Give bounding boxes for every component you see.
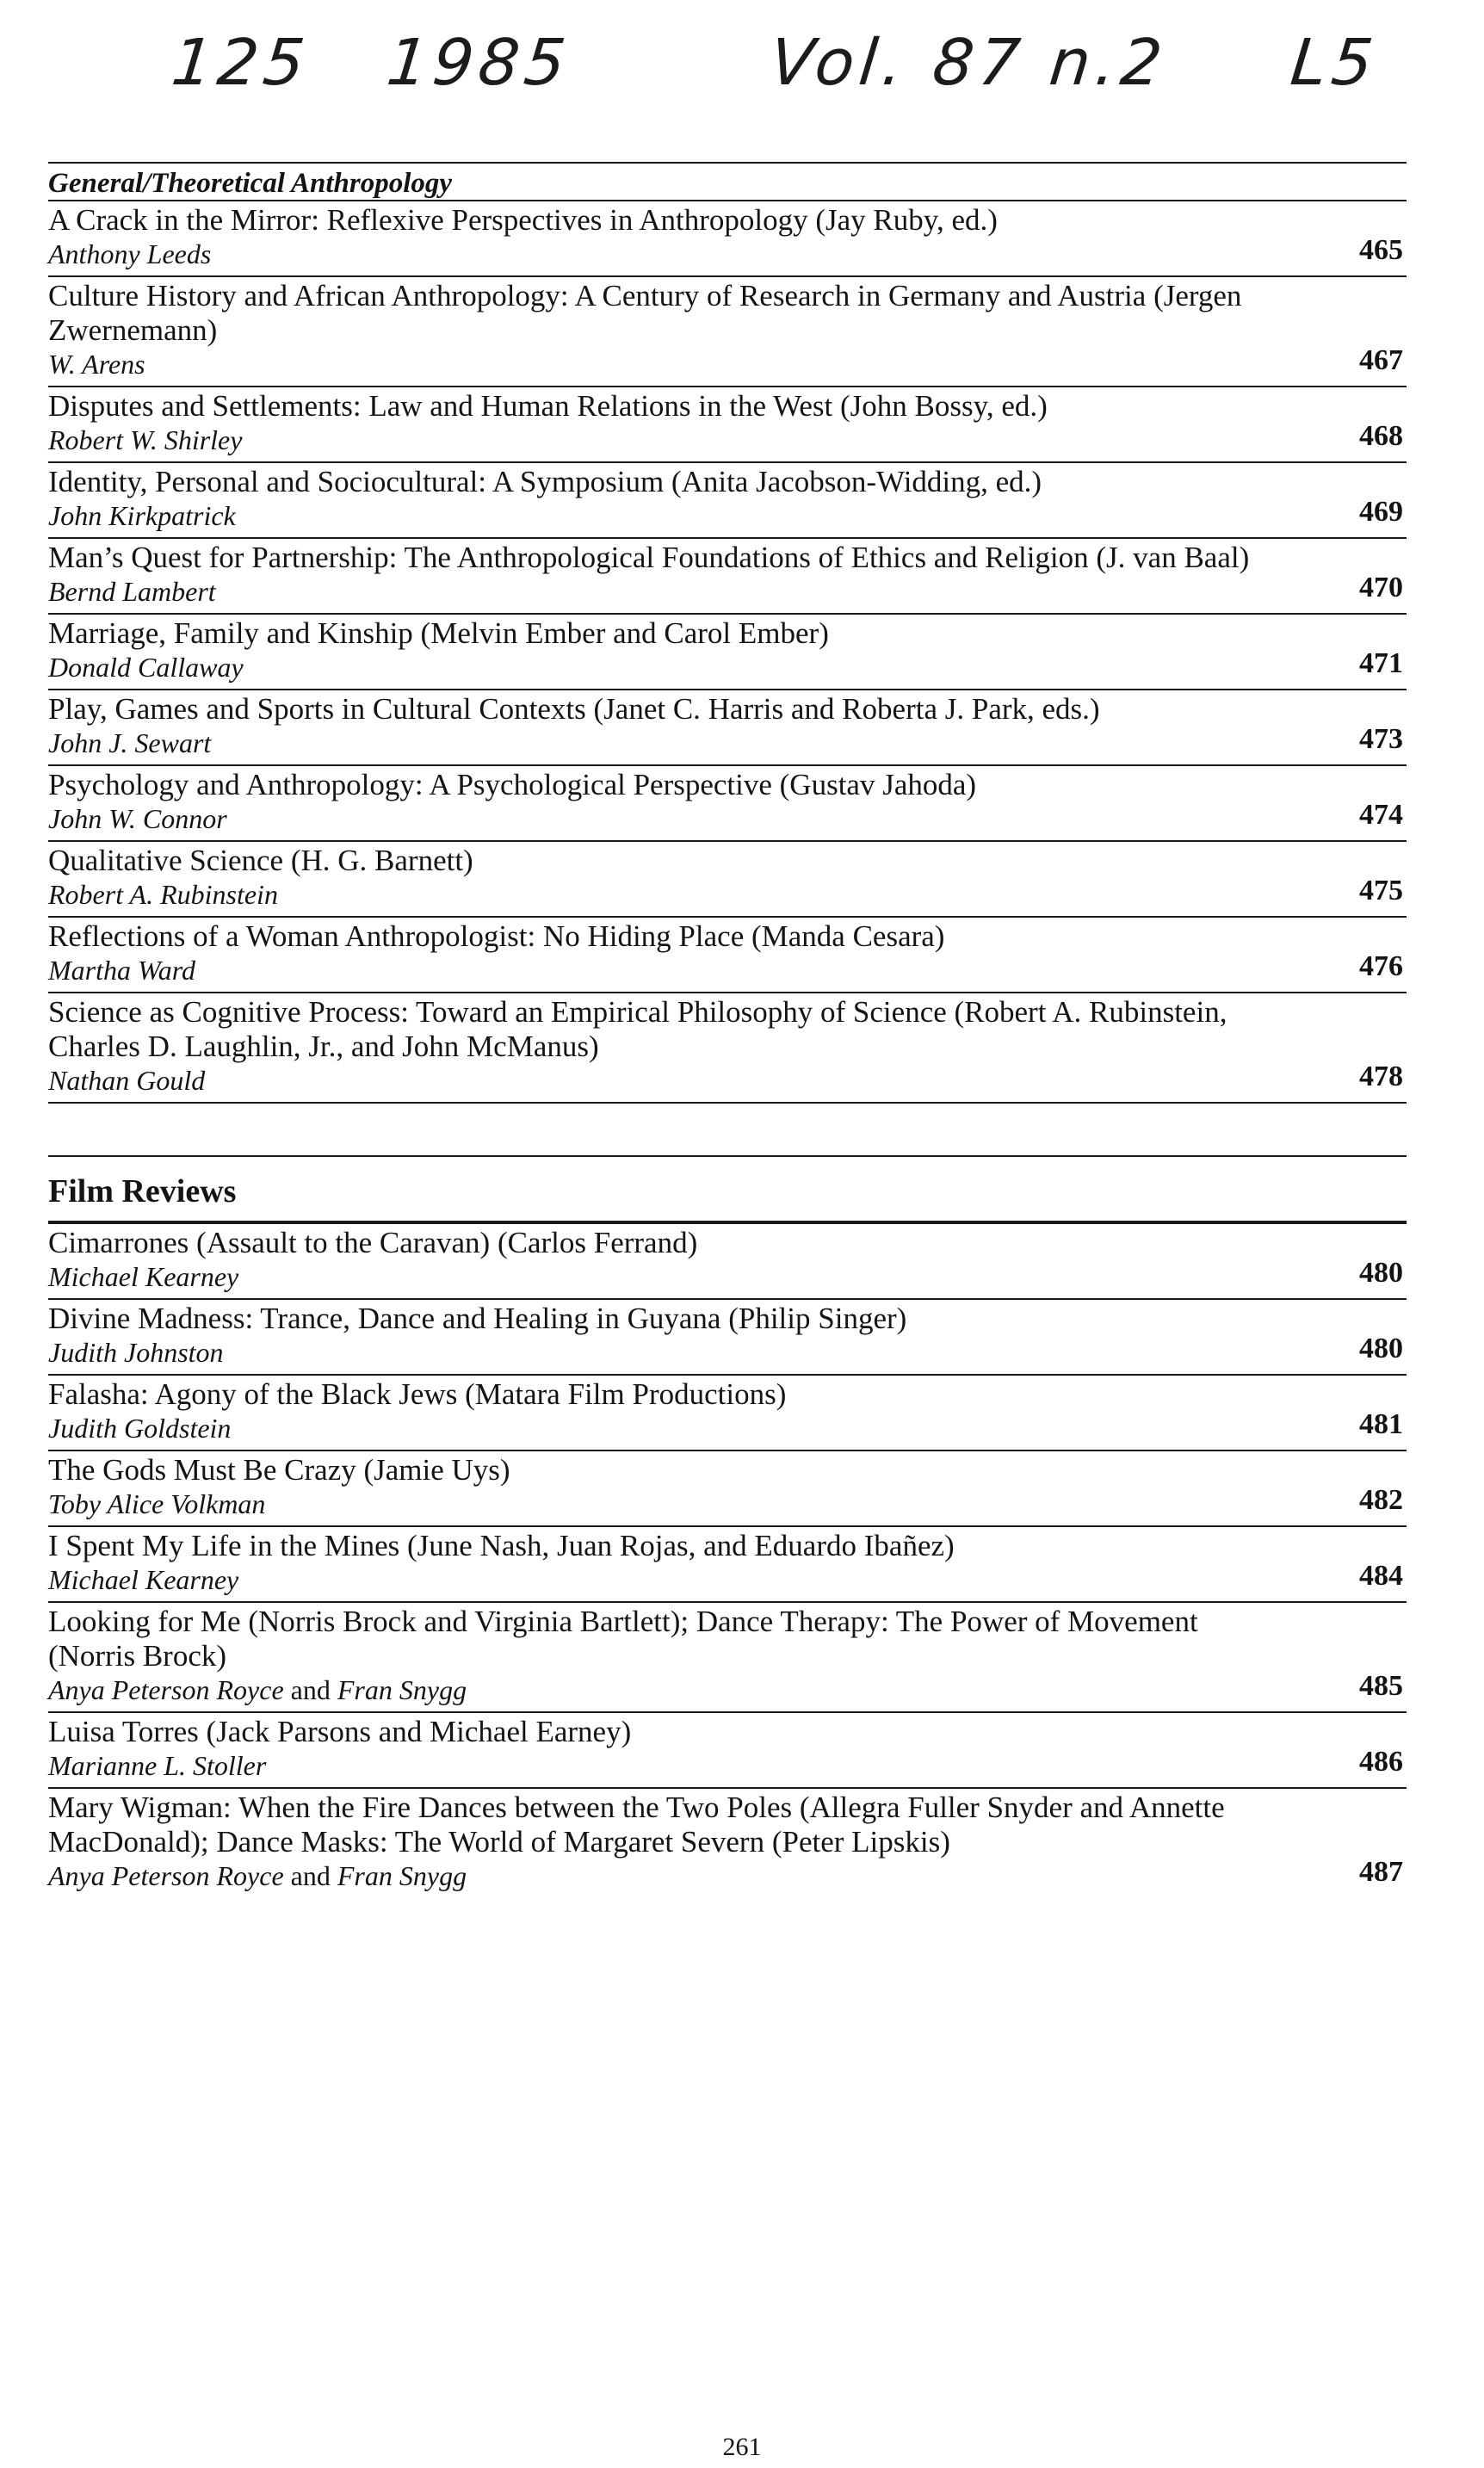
toc-entry <box>48 918 1407 993</box>
toc-entry <box>48 1603 1407 1713</box>
entry-reviewer <box>48 1859 1081 1892</box>
entry-title: Mary Wigman: When the Fire Dances between the Two Poles (Allegra Fuller Snyder and Annette MacDonald); Dance Masks: The World of Margaret Severn (Peter Lipskis) <box>48 1791 1225 1859</box>
toc-entry <box>48 1789 1407 1897</box>
entry-title: Science as Cognitive Process: Toward an Empirical Philosophy of Science (Robert A. Rubinstein, Charles D. Laughlin, Jr., and John McManus) <box>48 995 1227 1063</box>
entry-title: Play, Games and Sports in Cultural Contexts (Janet C. Harris and Roberta J. Park, eds.) <box>48 692 1100 726</box>
toc-entry <box>48 615 1407 690</box>
reviewer-name: Anya Peterson Royce <box>48 1674 284 1705</box>
section-heading-film: Film Reviews <box>48 1173 237 1209</box>
handwritten-number: 125 <box>168 26 313 100</box>
section-gap <box>48 1104 1407 1155</box>
entry-title: Cimarrones (Assault to the Caravan) (Carlos Ferrand) <box>48 1226 698 1259</box>
toc-entry <box>48 1300 1407 1376</box>
section-heading-general: General/Theoretical Anthropology <box>48 168 453 199</box>
entry-title: Reflections of a Woman Anthropologist: No Hiding Place (Manda Cesara) <box>48 919 945 953</box>
entry-reviewer: Bernd Lambert <box>48 576 216 607</box>
handwritten-volume: Vol. 87 n.2 <box>766 26 1171 100</box>
toc-entry <box>48 1224 1407 1300</box>
entry-reviewer: Judith Goldstein <box>48 1413 232 1444</box>
entry-reviewer: Michael Kearney <box>48 1261 239 1292</box>
reviewer-name: Fran Snygg <box>337 1860 467 1891</box>
entry-page-number: 480 <box>1359 1257 1403 1289</box>
entry-reviewer: Toby Alice Volkman <box>48 1488 266 1519</box>
table-of-contents <box>48 162 1407 1897</box>
entry-reviewer: W. Arens <box>48 349 145 380</box>
entry-reviewer: Anthony Leeds <box>48 238 212 269</box>
entry-reviewer: Nathan Gould <box>48 1065 206 1096</box>
page-number: 261 <box>722 2433 762 2461</box>
toc-entry <box>48 387 1407 463</box>
entry-page-number: 469 <box>1359 496 1403 528</box>
entry-page-number: 482 <box>1359 1484 1403 1516</box>
handwritten-annotation <box>168 26 1429 138</box>
reviewer-name: Fran Snygg <box>337 1674 467 1705</box>
entry-reviewer: Donald Callaway <box>48 652 244 683</box>
reviewer-conjunction: and <box>290 1860 331 1891</box>
section-film-entries <box>48 1224 1407 1897</box>
toc-entry <box>48 993 1407 1104</box>
entry-page-number: 467 <box>1359 344 1403 376</box>
entry-reviewer: Robert W. Shirley <box>48 424 243 455</box>
toc-entry <box>48 463 1407 539</box>
entry-page-number: 468 <box>1359 420 1403 452</box>
toc-entry <box>48 690 1407 766</box>
entry-title: Disputes and Settlements: Law and Human Relations in the West (John Bossy, ed.) <box>48 389 1048 423</box>
entry-page-number: 473 <box>1359 723 1403 755</box>
entry-page-number: 484 <box>1359 1560 1403 1592</box>
entry-page-number: 465 <box>1359 234 1403 266</box>
toc-entry <box>48 766 1407 842</box>
entry-page-number: 487 <box>1359 1856 1403 1888</box>
entry-reviewer: John Kirkpatrick <box>48 500 236 531</box>
section-general-entries <box>48 201 1407 1104</box>
entry-reviewer: John J. Sewart <box>48 727 212 758</box>
reviewer-conjunction: and <box>290 1674 331 1705</box>
handwritten-year: 1985 <box>383 26 574 100</box>
entry-title: A Crack in the Mirror: Reflexive Perspectives in Anthropology (Jay Ruby, ed.) <box>48 203 998 237</box>
entry-title: Psychology and Anthropology: A Psychological Perspective (Gustav Jahoda) <box>48 768 977 801</box>
entry-title: Looking for Me (Norris Brock and Virginia Bartlett); Dance Therapy: The Power of Movement (Norris Brock) <box>48 1605 1198 1673</box>
entry-reviewer: John W. Connor <box>48 803 227 834</box>
toc-entry <box>48 539 1407 615</box>
entry-title: The Gods Must Be Crazy (Jamie Uys) <box>48 1453 510 1487</box>
toc-entry <box>48 1527 1407 1603</box>
entry-page-number: 471 <box>1359 647 1403 679</box>
entry-title: I Spent My Life in the Mines (June Nash, Juan Rojas, and Eduardo Ibañez) <box>48 1529 955 1562</box>
entry-page-number: 481 <box>1359 1408 1403 1440</box>
toc-entry <box>48 201 1407 277</box>
entry-title: Marriage, Family and Kinship (Melvin Ember and Carol Ember) <box>48 616 829 650</box>
entry-page-number: 470 <box>1359 572 1403 603</box>
entry-title: Falasha: Agony of the Black Jews (Matara Film Productions) <box>48 1377 787 1411</box>
toc-entry <box>48 842 1407 918</box>
entry-title: Man’s Quest for Partnership: The Anthropological Foundations of Ethics and Religion (J. van Baal) <box>48 541 1250 574</box>
entry-reviewer: Robert A. Rubinstein <box>48 879 278 910</box>
entry-reviewer: Martha Ward <box>48 955 195 986</box>
entry-title: Identity, Personal and Sociocultural: A Symposium (Anita Jacobson-Widding, ed.) <box>48 465 1042 498</box>
entry-page-number: 476 <box>1359 950 1403 982</box>
entry-reviewer <box>48 1673 1081 1706</box>
entry-page-number: 474 <box>1359 799 1403 831</box>
toc-entry <box>48 1451 1407 1527</box>
entry-page-number: 478 <box>1359 1061 1403 1092</box>
entry-title: Divine Madness: Trance, Dance and Healing in Guyana (Philip Singer) <box>48 1302 907 1335</box>
entry-reviewer: Judith Johnston <box>48 1337 224 1368</box>
toc-entry <box>48 1713 1407 1789</box>
reviewer-name: Anya Peterson Royce <box>48 1860 284 1891</box>
entry-title: Qualitative Science (H. G. Barnett) <box>48 844 473 877</box>
entry-title: Luisa Torres (Jack Parsons and Michael Earney) <box>48 1715 632 1748</box>
entry-page-number: 485 <box>1359 1670 1403 1702</box>
entry-page-number: 475 <box>1359 875 1403 906</box>
entry-page-number: 480 <box>1359 1333 1403 1364</box>
toc-entry <box>48 277 1407 387</box>
entry-reviewer: Michael Kearney <box>48 1564 239 1595</box>
entry-reviewer: Marianne L. Stoller <box>48 1750 267 1781</box>
entry-title: Culture History and African Anthropology: A Century of Research in Germany and Austria (Jergen Zwernemann) <box>48 279 1242 347</box>
handwritten-code: L5 <box>1287 26 1382 100</box>
toc-entry <box>48 1376 1407 1451</box>
entry-page-number: 486 <box>1359 1746 1403 1778</box>
